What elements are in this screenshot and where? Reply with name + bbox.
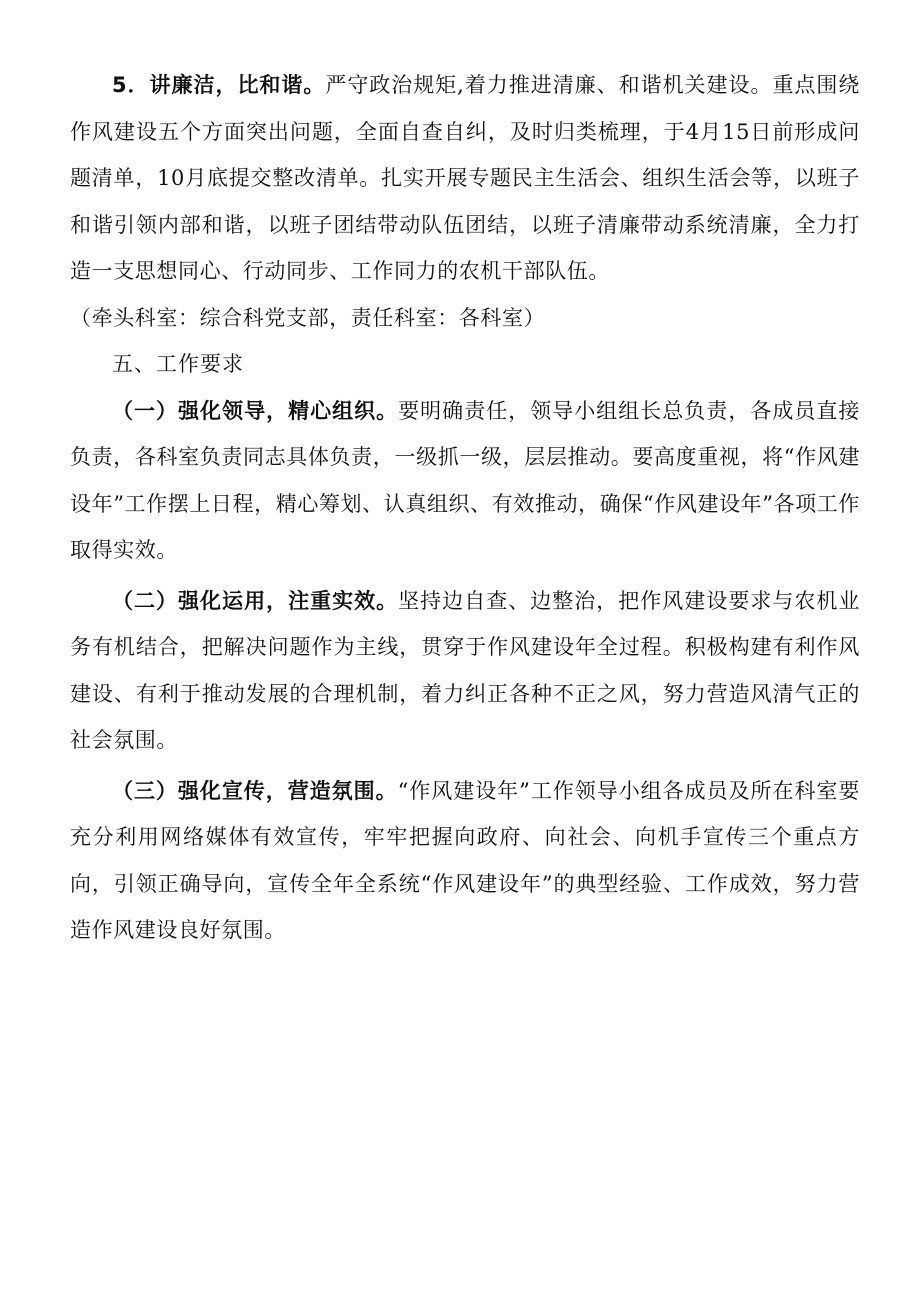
requirement-3-body: “作风建设年”工作领导小组各成员及所在科室要充分利用网络媒体有效宣传，牢牢把握向政府、向社会、向机手宣传三个重点方向，引领正确导向，宣传全年全系统“作风建设年”的典型经验、工作成效，努力营造作风建设良好氛围。 [70,778,860,942]
paragraph-requirement-2 [70,578,860,764]
item-5-note: （牵头科室：综合科党支部，责任科室：各科室） [70,305,546,330]
section-5-heading: 五、工作要求 [112,352,244,376]
item-5-lead: 5．讲廉洁，比和谐。 [112,73,326,97]
item-5-body: 严守政治规矩,着力推进清廉、和谐机关建设。重点围绕作风建设五个方面突出问题，全面自查自纠，及时归类梳理，于4月15日前形成问题清单，10月底提交整改清单。扎实开展专题民主生活会、组织生活会等，以班子和谐引领内部和谐，以班子团结带动队伍团结，以班子清廉带动系统清廉，全力打造一支思想同心、行动同步、工作同力的农机干部队伍。 [70,73,860,283]
requirement-1-lead: （一）强化领导，精心组织。 [112,398,399,423]
requirement-3-lead: （三）强化宣传，营造氛围。 [112,778,398,803]
requirement-1-body: 要明确责任，领导小组组长总负责，各成员直接负责，各科室负责同志具体负责，一级抓一级，层层推动。要高度重视，将“作风建设年”工作摆上日程，精心筹划、认真组织、有效推动，确保“作风建设年”各项工作取得实效。 [70,398,861,562]
paragraph-requirement-3 [70,768,860,954]
document-body [70,62,860,954]
requirement-2-lead: （二）强化运用，注重实效。 [112,588,399,613]
paragraph-requirement-1 [70,388,860,574]
requirement-2-body: 坚持边自查、边整治，把作风建设要求与农机业务有机结合，把解决问题作为主线，贯穿于作风建设年全过程。积极构建有利作风建设、有利于推动发展的合理机制，着力纠正各种不正之风，努力营造风清气正的社会氛围。 [70,588,860,752]
paragraph-item-5 [70,62,860,295]
